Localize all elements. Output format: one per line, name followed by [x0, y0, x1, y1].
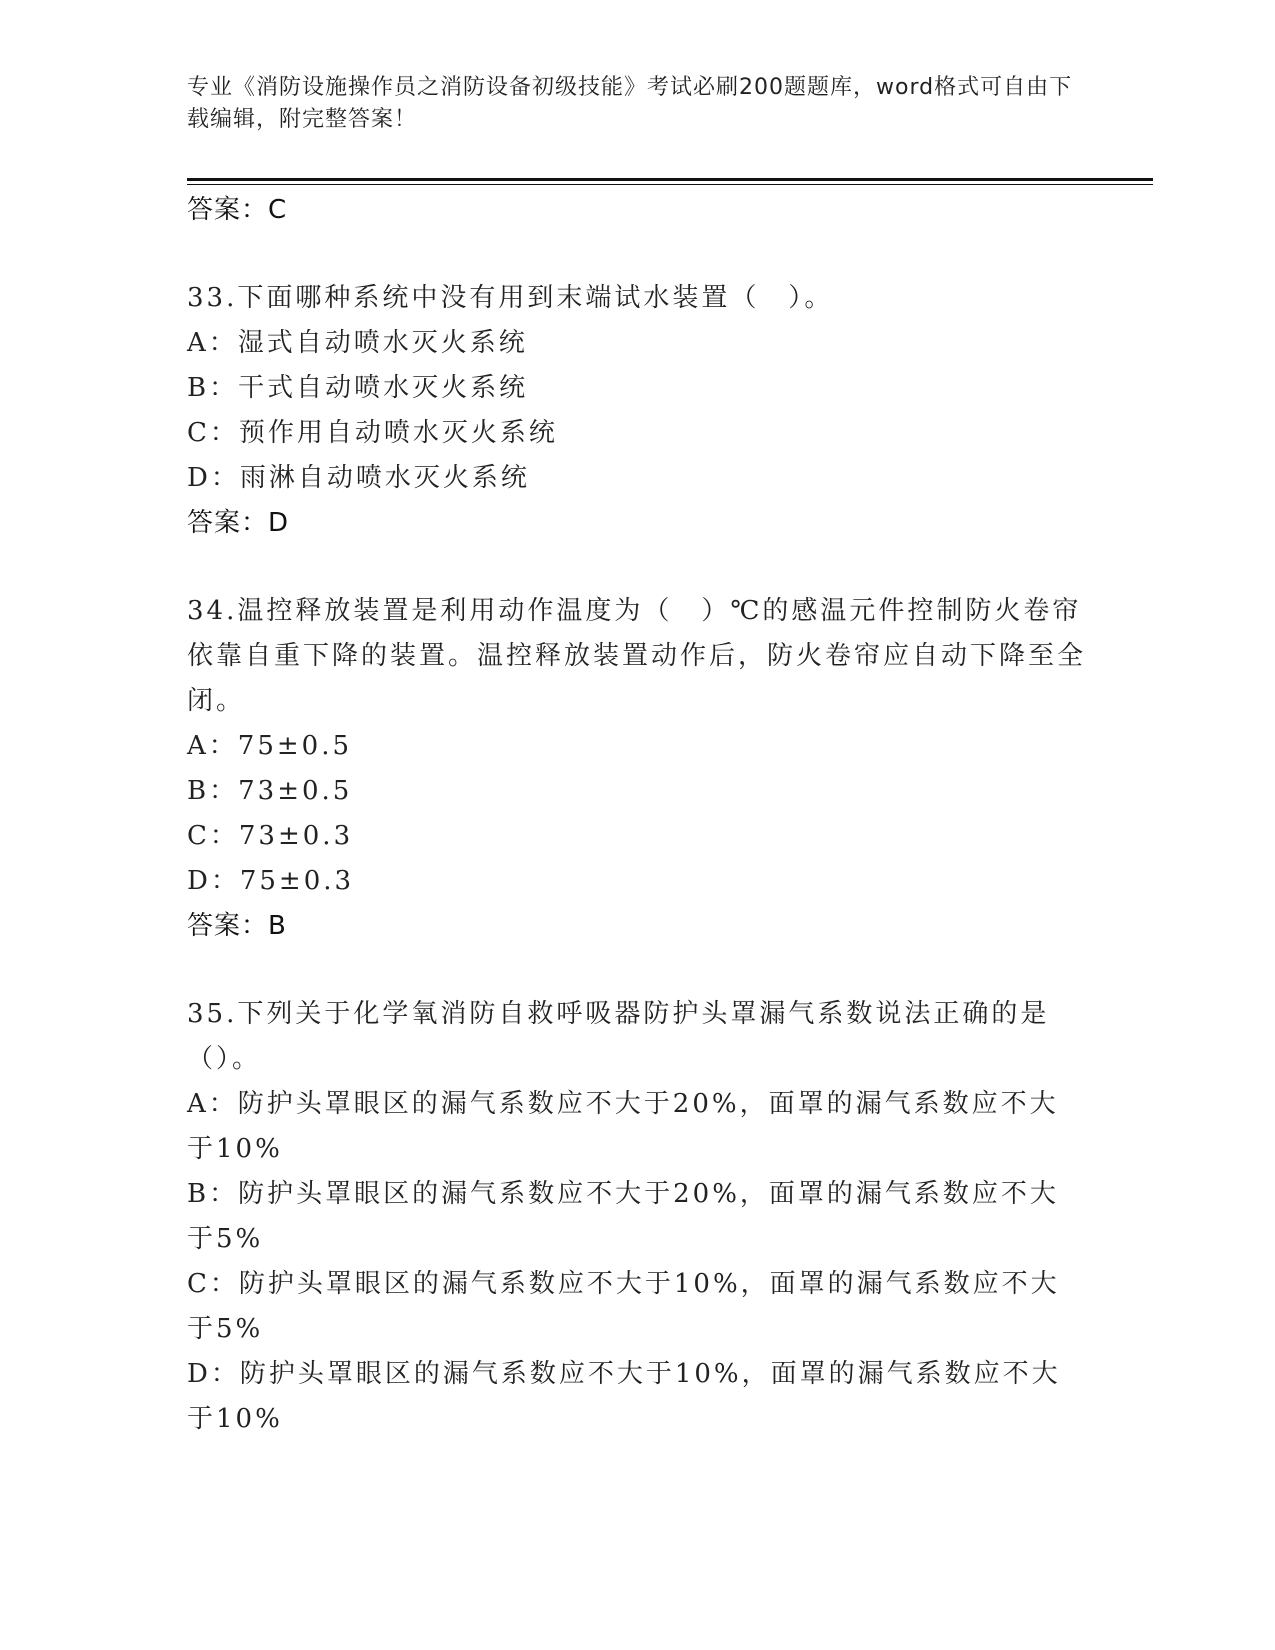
answer-line: 答案：B — [187, 911, 287, 941]
question-33 — [187, 276, 1087, 545]
question-text: 34.温控释放装置是利用动作温度为（ ）℃的感温元件控制防火卷帘依靠自重下降的装置。温控释放装置动作后，防火卷帘应自动下降至全闭。 — [187, 596, 1087, 716]
option-a: A：75±0.5 — [187, 731, 352, 761]
option-d: D：雨淋自动喷水灭火系统 — [187, 463, 530, 493]
option-a: A：防护头罩眼区的漏气系数应不大于20%，面罩的漏气系数应不大于10% — [187, 1089, 1059, 1164]
option-c: C：73±0.3 — [187, 821, 354, 851]
option-c: C：预作用自动喷水灭火系统 — [187, 418, 558, 448]
header-title: 专业《消防设施操作员之消防设备初级技能》考试必刷200题题库，word格式可自由下载编辑，附完整答案！ — [187, 75, 1073, 132]
document-body — [187, 188, 1087, 1442]
header-divider-thin — [187, 184, 1153, 185]
option-a: A：湿式自动喷水灭火系统 — [187, 328, 528, 358]
answer-line: 答案：C — [187, 195, 288, 225]
option-b: B：防护头罩眼区的漏气系数应不大于20%，面罩的漏气系数应不大于5% — [187, 1179, 1059, 1254]
question-34 — [187, 589, 1087, 948]
answer-line: 答案：D — [187, 508, 290, 538]
option-d: D：75±0.3 — [187, 866, 355, 896]
header-divider-thick — [187, 178, 1153, 181]
document-header — [187, 72, 1087, 136]
option-b: B：73±0.5 — [187, 776, 353, 806]
question-35 — [187, 992, 1087, 1442]
option-d: D：防护头罩眼区的漏气系数应不大于10%，面罩的漏气系数应不大于10% — [187, 1359, 1061, 1434]
option-c: C：防护头罩眼区的漏气系数应不大于10%，面罩的漏气系数应不大于5% — [187, 1269, 1060, 1344]
question-text: 33.下面哪种系统中没有用到末端试水装置（ ）。 — [187, 283, 834, 313]
option-b: B：干式自动喷水灭火系统 — [187, 373, 529, 403]
question-text: 35.下列关于化学氧消防自救呼吸器防护头罩漏气系数说法正确的是（）。 — [187, 999, 1050, 1074]
